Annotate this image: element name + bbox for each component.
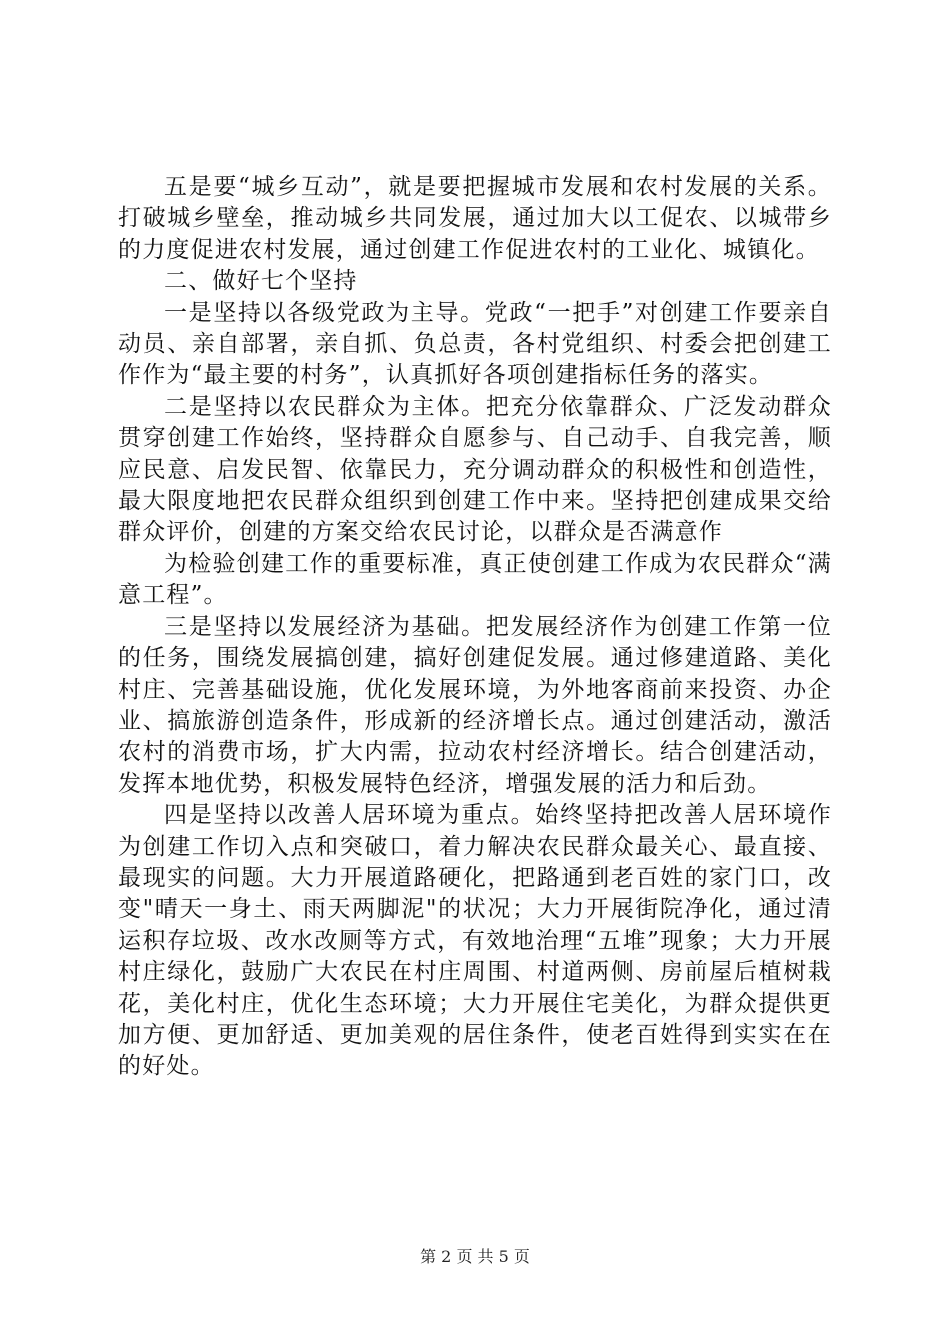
paragraph-persistence-one: 一是坚持以各级党政为主导。党政“一把手”对创建工作要亲自动员、亲自部署，亲自抓、负总责，各村党组织、村委会把创建工作作为“最主要的村务”，认真抓好各项创建指标任务的落实。 (118, 299, 832, 389)
section-heading-seven-persistences: 二、做好七个坚持 (164, 268, 358, 295)
page-number-footer: 第 2 页 共 5 页 (420, 1247, 530, 1266)
paragraph-persistence-two: 二是坚持以农民群众为主体。把充分依靠群众、广泛发动群众贯穿创建工作始终，坚持群众自愿参与、自己动手、自我完善，顺应民意、启发民智、依靠民力，充分调动群众的积极性和创造性，最大限度地把农民群众组织到创建工作中来。坚持把创建成果交给群众评价，创建的方案交给农民讨论，以群众是否满意作 (118, 393, 832, 546)
paragraph-urban-rural-interaction: 五是要“城乡互动”，就是要把握城市发展和农村发展的关系。打破城乡壁垒，推动城乡共同发展，通过加大以工促农、以城带乡的力度促进农村发展，通过创建工作促进农村的工业化、城镇化。 (118, 174, 832, 263)
paragraph-persistence-two-continued: 为检验创建工作的重要标准，真正使创建工作成为农民群众“满意工程”。 (118, 550, 832, 609)
paragraph-persistence-four: 四是坚持以改善人居环境为重点。始终坚持把改善人居环境作为创建工作切入点和突破口，着力解决农民群众最关心、最直接、最现实的问题。大力开展道路硬化，把路通到老百姓的家门口，改变"晴天一身土、雨天两脚泥"的状况；大力开展街院净化，通过清运积存垃圾、改水改厕等方式，有效地治理“五堆”现象；大力开展村庄绿化，鼓励广大农民在村庄周围、村道两侧、房前屋后植树栽花，美化村庄，优化生态环境；大力开展住宅美化，为群众提供更加方便、更加舒适、更加美观的居住条件，使老百姓得到实实在在的好处。 (118, 802, 832, 1080)
paragraph-persistence-three: 三是坚持以发展经济为基础。把发展经济作为创建工作第一位的任务，围绕发展搞创建，搞好创建促发展。通过修建道路、美化村庄、完善基础设施，优化发展环境，为外地客商前来投资、办企业、搞旅游创造条件，形成新的经济增长点。通过创建活动，激活农村的消费市场，扩大内需，拉动农村经济增长。结合创建活动，发挥本地优势，积极发展特色经济，增强发展的活力和后劲。 (118, 613, 832, 797)
document-body (118, 172, 832, 1083)
